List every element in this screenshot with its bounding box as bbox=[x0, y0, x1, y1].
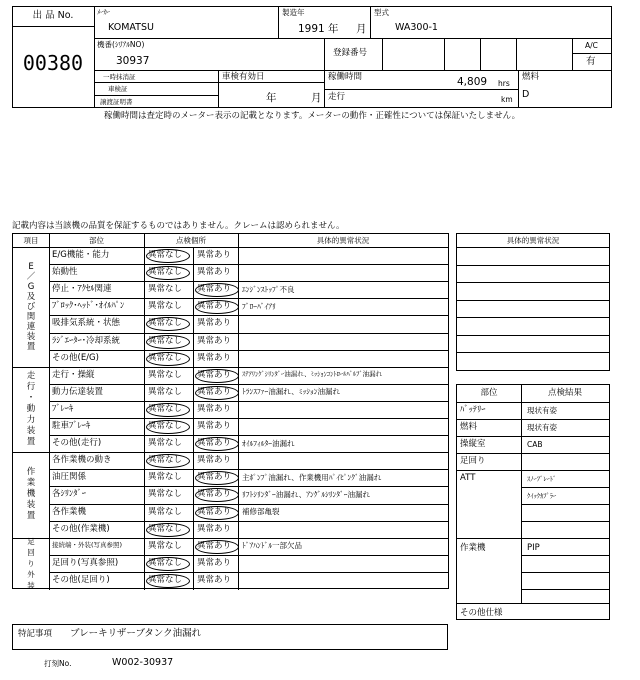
col-item-header: 項目 bbox=[23, 236, 39, 245]
group-label-char: 足 bbox=[27, 536, 35, 546]
hours-label: 稼働時間 bbox=[328, 72, 363, 82]
results-panel bbox=[456, 384, 610, 620]
status-abnormal: 異常あり bbox=[197, 352, 232, 363]
row-part: その他(作業機) bbox=[52, 523, 110, 534]
row-part: 動力伝達装置 bbox=[52, 386, 104, 397]
group-label-char: 置 bbox=[26, 341, 36, 352]
group-label-char: り bbox=[27, 558, 35, 568]
status-circle bbox=[146, 523, 190, 537]
col-check-header: 点検個所 bbox=[176, 236, 206, 245]
row-part: その他(走行) bbox=[52, 438, 102, 449]
other-spec-label: その他仕様 bbox=[460, 608, 503, 618]
att-item: ｸｲｯｸｶﾌﾟﾗｰ bbox=[527, 492, 557, 500]
group-label-char: 連 bbox=[26, 321, 36, 332]
results-part-header: 部位 bbox=[480, 388, 498, 398]
row-part: E/G機能・能力 bbox=[52, 250, 110, 261]
serial-label: 機番(ｼﾘｱﾙNO) bbox=[97, 40, 145, 49]
distance-label: 走行 bbox=[328, 92, 346, 102]
fuel-value: D bbox=[522, 89, 530, 100]
disclaimer: 記載内容は当該機の品質を保証するものではありません。クレームは認められません。 bbox=[12, 221, 345, 231]
status-abnormal: 異常あり bbox=[197, 284, 232, 295]
maker-value: KOMATSU bbox=[108, 22, 154, 33]
status-circle bbox=[195, 386, 239, 400]
status-normal: 異常なし bbox=[148, 318, 183, 329]
row-detail: ﾄﾞｱﾊﾝﾄﾞﾙ一部欠品 bbox=[242, 541, 302, 551]
row-part: 各作業機 bbox=[52, 506, 87, 517]
status-normal: 異常なし bbox=[148, 455, 183, 466]
status-circle bbox=[146, 317, 190, 331]
distance-unit: km bbox=[501, 95, 513, 104]
status-abnormal: 異常あり bbox=[197, 386, 232, 397]
row-part: ﾌﾞﾚｰｷ bbox=[52, 403, 74, 414]
stamp-label: 打刻No. bbox=[44, 659, 72, 668]
right-detail-header: 具体的異常状況 bbox=[506, 236, 560, 245]
row-part: 始動性 bbox=[52, 267, 78, 278]
status-abnormal: 異常あり bbox=[197, 250, 232, 261]
status-normal: 異常なし bbox=[148, 250, 183, 261]
row-part: 駐車ﾌﾞﾚｰｷ bbox=[52, 421, 91, 432]
model-label: 型式 bbox=[374, 8, 389, 17]
status-circle bbox=[195, 488, 239, 502]
status-abnormal: 異常あり bbox=[197, 301, 232, 312]
status-normal: 異常なし bbox=[148, 574, 183, 585]
year-value: 1991 年 bbox=[298, 23, 339, 35]
status-abnormal: 異常あり bbox=[197, 472, 232, 483]
group-label-char: 行 bbox=[26, 381, 36, 392]
group-label-char: 力 bbox=[26, 414, 36, 425]
status-abnormal: 異常あり bbox=[197, 267, 232, 278]
model-value: WA300-1 bbox=[395, 22, 438, 33]
row-part: ﾌﾞﾛｯｸ･ﾍｯﾄﾞ･ｵｲﾙﾊﾟﾝ bbox=[52, 301, 125, 312]
status-abnormal: 異常あり bbox=[197, 455, 232, 466]
status-abnormal: 異常あり bbox=[197, 421, 232, 432]
result-part: 足回り bbox=[460, 456, 486, 466]
att-label: ATT bbox=[460, 473, 476, 483]
group-label-char: 作 bbox=[26, 467, 36, 478]
hours-unit: hrs bbox=[498, 79, 510, 88]
status-abnormal: 異常あり bbox=[197, 557, 232, 568]
result-part: 燃料 bbox=[460, 422, 478, 432]
group-label-char: 走 bbox=[26, 370, 36, 381]
registration-label: 登録番号 bbox=[333, 48, 368, 58]
group-label-char: 装 bbox=[26, 500, 36, 511]
inspection-year-unit: 年 bbox=[266, 92, 277, 104]
status-abnormal: 異常あり bbox=[197, 438, 232, 449]
month-unit: 月 bbox=[356, 23, 367, 35]
ac-value: 有 bbox=[586, 56, 596, 67]
status-circle bbox=[146, 335, 190, 349]
col-part-header: 部位 bbox=[89, 236, 104, 245]
group-label-char: 外 bbox=[27, 569, 35, 579]
status-circle bbox=[195, 437, 239, 451]
temp-plate-label: 一時抹消証 bbox=[103, 73, 136, 81]
transfer-cert-label: 譲渡証明書 bbox=[100, 98, 133, 106]
row-part: 油圧関係 bbox=[52, 472, 87, 483]
result-value: 現状有姿 bbox=[527, 423, 557, 432]
status-circle bbox=[195, 471, 239, 485]
result-value: 現状有姿 bbox=[527, 406, 557, 415]
status-circle bbox=[146, 266, 190, 280]
group-label bbox=[13, 367, 49, 453]
group-label-char: E bbox=[28, 261, 34, 272]
stamp-value: W002-30937 bbox=[112, 657, 174, 668]
row-part: その他(E/G) bbox=[52, 352, 99, 363]
status-circle bbox=[195, 369, 239, 383]
group-label-char: 装 bbox=[26, 331, 36, 342]
group-label-char: ／ bbox=[26, 271, 36, 282]
status-abnormal: 異常あり bbox=[197, 335, 232, 346]
vehicle-cert-label: 車検証 bbox=[108, 85, 128, 93]
result-value: CAB bbox=[527, 440, 543, 449]
row-part: 各作業機の動き bbox=[52, 455, 112, 466]
status-abnormal: 異常あり bbox=[197, 369, 232, 380]
result-part: 操縦室 bbox=[460, 439, 486, 449]
special-notes-text: ブレーキリザーブタンク油漏れ bbox=[70, 628, 202, 639]
group-label-char: び bbox=[26, 301, 36, 312]
status-abnormal: 異常あり bbox=[197, 318, 232, 329]
row-part: 各ｼﾘﾝﾀﾞｰ bbox=[52, 489, 87, 500]
status-abnormal: 異常あり bbox=[197, 403, 232, 414]
status-normal: 異常なし bbox=[148, 421, 183, 432]
status-circle bbox=[195, 506, 239, 520]
lot-number: 00380 bbox=[22, 51, 84, 75]
group-label-char: 機 bbox=[26, 489, 36, 500]
row-part: 停止・ｱｸｾﾙ関連 bbox=[52, 284, 112, 295]
col-detail-header: 具体的異常状況 bbox=[316, 236, 370, 245]
status-normal: 異常なし bbox=[148, 301, 183, 312]
status-circle bbox=[195, 300, 239, 314]
row-detail: ｴﾝｼﾞﾝｽﾄｯﾌﾟ不良 bbox=[242, 284, 295, 294]
status-circle bbox=[195, 540, 239, 554]
row-detail: ｽﾃｱﾘﾝｸﾞｼﾘﾝﾀﾞｰ油漏れ、ﾐｯｼｮﾝｺﾝﾄﾛｰﾙﾊﾞﾙﾌﾞ油漏れ bbox=[242, 370, 383, 379]
status-normal: 異常なし bbox=[148, 386, 183, 397]
row-detail: 補修部亀裂 bbox=[242, 507, 280, 517]
status-normal: 異常なし bbox=[148, 403, 183, 414]
result-part: ﾊﾞｯﾃﾘｰ bbox=[460, 405, 486, 415]
att-item: ｽﾉｰﾌﾞﾚｰﾄﾞ bbox=[527, 475, 557, 483]
maker-label: ﾒｰｶｰ bbox=[97, 8, 110, 16]
group-label-char: 装 bbox=[27, 580, 35, 590]
status-normal: 異常なし bbox=[148, 438, 183, 449]
status-normal: 異常なし bbox=[148, 523, 183, 534]
row-detail: ﾘﾌﾄｼﾘﾝﾀﾞｰ油漏れ、ｱﾝｸﾞﾙｼﾘﾝﾀﾞｰ油漏れ bbox=[242, 489, 370, 499]
fuel-label: 燃料 bbox=[522, 72, 540, 82]
status-normal: 異常なし bbox=[148, 472, 183, 483]
inspection-label: 車検有効日 bbox=[222, 72, 265, 82]
status-circle bbox=[146, 352, 190, 366]
group-label-char: 動 bbox=[26, 403, 36, 414]
group-label bbox=[13, 247, 49, 367]
group-label bbox=[13, 452, 49, 538]
right-detail-panel bbox=[456, 233, 610, 371]
status-circle bbox=[195, 283, 239, 297]
group-label-char: 置 bbox=[26, 436, 36, 447]
status-circle bbox=[146, 403, 190, 417]
status-normal: 異常なし bbox=[148, 335, 183, 346]
group-label-char: 装 bbox=[26, 425, 36, 436]
serial-value: 30937 bbox=[116, 55, 150, 67]
hours-value: 4,809 bbox=[457, 76, 488, 88]
status-normal: 異常なし bbox=[148, 369, 183, 380]
status-abnormal: 異常あり bbox=[197, 540, 232, 551]
status-circle bbox=[146, 574, 190, 588]
row-part: 吸排気系統・状態 bbox=[52, 318, 121, 329]
row-part: 走行・操縦 bbox=[52, 369, 95, 380]
status-circle bbox=[146, 420, 190, 434]
row-detail: ｵｲﾙﾌｨﾙﾀｰ油漏れ bbox=[242, 438, 295, 448]
status-normal: 異常なし bbox=[148, 540, 183, 551]
group-label-char: 回 bbox=[27, 547, 35, 557]
row-part: 接続端・外装(写真参照) bbox=[52, 540, 123, 549]
status-abnormal: 異常あり bbox=[197, 523, 232, 534]
status-normal: 異常なし bbox=[148, 352, 183, 363]
row-part: その他(足回り) bbox=[52, 574, 110, 585]
group-label-char: 業 bbox=[26, 478, 36, 489]
group-label-char: 置 bbox=[26, 511, 36, 522]
work-value: PIP bbox=[527, 543, 540, 553]
status-circle bbox=[146, 454, 190, 468]
row-part: 足回り(写真参照) bbox=[52, 557, 119, 568]
year-label: 製造年 bbox=[282, 8, 305, 17]
lot-label: 出 品 No. bbox=[32, 10, 74, 21]
group-label bbox=[13, 538, 49, 589]
row-detail: ﾄﾗﾝｽﾌｧｰ油漏れ、ﾐｯｼｮﾝ油漏れ bbox=[242, 387, 340, 397]
special-notes-label: 特記事項 bbox=[18, 629, 53, 639]
inspection-month-unit: 月 bbox=[311, 92, 322, 104]
status-circle bbox=[146, 249, 190, 263]
group-label-char: 関 bbox=[26, 311, 36, 322]
status-normal: 異常なし bbox=[148, 489, 183, 500]
row-detail: 主ﾎﾟﾝﾌﾟ油漏れ、作業機用ﾊﾟｲﾋﾟﾝｸﾞ油漏れ bbox=[242, 472, 382, 482]
group-label-char: ・ bbox=[26, 392, 36, 403]
results-result-header: 点検結果 bbox=[547, 388, 582, 398]
status-abnormal: 異常あり bbox=[197, 506, 232, 517]
group-label-char: 及 bbox=[26, 291, 36, 302]
row-detail: ﾌﾞﾛｰﾊﾞｲｱﾘ bbox=[242, 301, 276, 311]
hours-note: 稼働時間は査定時のメーター表示の記載となります。メーターの動作・正確性については保証いたしません。 bbox=[104, 111, 521, 121]
status-abnormal: 異常あり bbox=[197, 574, 232, 585]
status-circle bbox=[146, 557, 190, 571]
status-abnormal: 異常あり bbox=[197, 489, 232, 500]
status-normal: 異常なし bbox=[148, 506, 183, 517]
ac-label: A/C bbox=[585, 41, 598, 50]
status-normal: 異常なし bbox=[148, 267, 183, 278]
status-normal: 異常なし bbox=[148, 284, 183, 295]
row-part: ﾗｼﾞｴｰﾀｰ･冷却系統 bbox=[52, 335, 121, 346]
inspection-table bbox=[12, 233, 449, 589]
group-label-char: G bbox=[27, 281, 35, 292]
status-normal: 異常なし bbox=[148, 557, 183, 568]
work-label: 作業機 bbox=[460, 543, 486, 553]
